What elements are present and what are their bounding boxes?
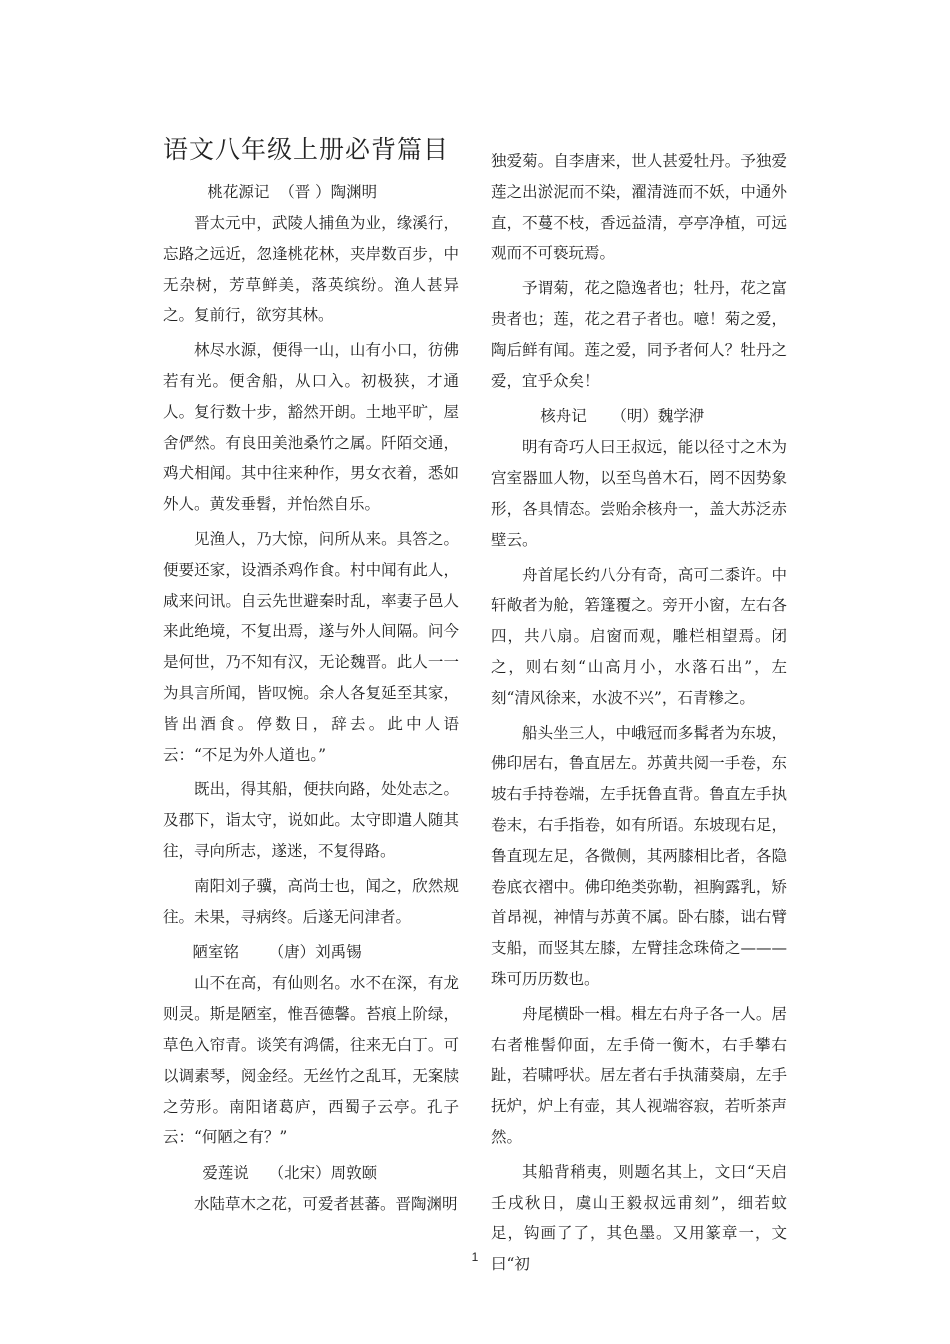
heading-taohuayuanji: 桃花源记 （晋 ）陶渊明 xyxy=(163,183,378,201)
paragraph: 水陆草木之花，可爱者甚蕃。晋陶渊明 xyxy=(194,1195,458,1214)
paragraph: 予谓菊，花之隐逸者也；牡丹，花之富贵者也；莲，花之君子者也。噫！菊之爱，陶后鲜有闻。莲之爱，同予者何人？牡丹之爱，宜乎众矣！ xyxy=(491,279,787,390)
paragraph: 林尽水源，便得一山，山有小口，彷佛若有光。便舍船，从口入。初极狭，才通人。复行数十步，豁然开朗。土地平旷，屋舍俨然。有良田美池桑竹之属。阡陌交通，鸡犬相闻。其中往来种作，男女衣着，悉如外人。黄发垂髫，并怡然自乐。 xyxy=(163,341,459,514)
paragraph: 其船背稍夷，则题名其上，文曰“天启壬戌秋日，虞山王毅叔远甫刻”，细若蚊足，钩画了了，其色墨。又用篆章一，文曰“初 xyxy=(491,1162,787,1274)
paragraph: 独爱菊。自李唐来，世人甚爱牡丹。予独爱莲之出淤泥而不染，濯清涟而不妖，中通外直，不蔓不枝，香远益清，亭亭净植，可远观而不可亵玩焉。 xyxy=(491,152,787,263)
left-column xyxy=(163,130,459,1224)
paragraph: 舟尾横卧一楫。楫左右舟子各一人。居右者椎髻仰面，左手倚一衡木，右手攀右趾，若啸呼状。居左者右手执蒲葵扇，左手抚炉，炉上有壶，其人视端容寂，若听茶声然。 xyxy=(491,1004,787,1146)
paragraph: 既出，得其船，便扶向路，处处志之。及郡下，诣太守，说如此。太守即遣人随其往，寻向所志，遂迷，不复得路。 xyxy=(163,780,459,860)
heading-loushiming: 陋室铭 （唐）刘禹锡 xyxy=(163,943,362,962)
heading-hezhouji: 核舟记 （明）魏学洢 xyxy=(491,407,705,426)
paragraph: 见渔人，乃大惊，问所从来。具答之。便要还家，设酒杀鸡作食。村中闻有此人，咸来问讯。自云先世避秦时乱，率妻子邑人来此绝境，不复出焉，遂与外人间隔。问今是何世，乃不知有汉，无论魏晋。此人一一为具言所闻，皆叹惋。余人各复延至其家，皆出酒食。停数日，辞去。此中人语云：“不足为外人道也。” xyxy=(163,529,459,764)
right-column xyxy=(491,146,787,1284)
paragraph: 南阳刘子骥，高尚士也，闻之，欣然规往。未果，寻病终。后遂无问津者。 xyxy=(163,876,459,926)
page-number: 1 xyxy=(471,1250,479,1264)
paragraph: 船头坐三人，中峨冠而多髯者为东坡，佛印居右，鲁直居左。苏黄共阅一手卷，东坡右手持卷端，左手抚鲁直背。鲁直左手执卷末，右手指卷，如有所语。东坡现右足，鲁直现左足，各微侧，其两膝相比者，各隐卷底衣褶中。佛印绝类弥勒，袒胸露乳，矫首昂视，神情与苏黄不属。卧右膝，诎右臂支船，而竖其左膝，左臂挂念珠倚之———珠可历历数也。 xyxy=(491,723,787,988)
paragraph: 山不在高，有仙则名。水不在深，有龙则灵。斯是陋室，惟吾德馨。苔痕上阶绿，草色入帘青。谈笑有鸿儒，往来无白丁。可以调素琴，阅金经。无丝竹之乱耳，无案牍之劳形。南阳诸葛庐，西蜀子云亭。孔子云：“何陋之有？” xyxy=(163,974,459,1147)
heading-ailianshuo: 爱莲说 （北宋）周敦颐 xyxy=(163,1164,378,1183)
paragraph: 舟首尾长约八分有奇，高可二黍许。中轩敞者为舱，箬篷覆之。旁开小窗，左右各四，共八扇。启窗而观，雕栏相望焉。闭之，则右刻“山高月小，水落石出”，左刻“清风徐来，水波不兴”，石青糁之。 xyxy=(491,565,787,707)
document-title: 语文八年级上册必背篇目 xyxy=(163,135,450,164)
paragraph: 晋太元中，武陵人捕鱼为业，缘溪行，忘路之远近，忽逢桃花林，夹岸数百步，中无杂树，芳草鲜美，落英缤纷。渔人甚异之。复前行，欲穷其林。 xyxy=(163,214,459,325)
paragraph: 明有奇巧人曰王叔远，能以径寸之木为宫室器皿人物，以至鸟兽木石，罔不因势象形，各具情态。尝贻余核舟一，盖大苏泛赤壁云。 xyxy=(491,438,787,549)
